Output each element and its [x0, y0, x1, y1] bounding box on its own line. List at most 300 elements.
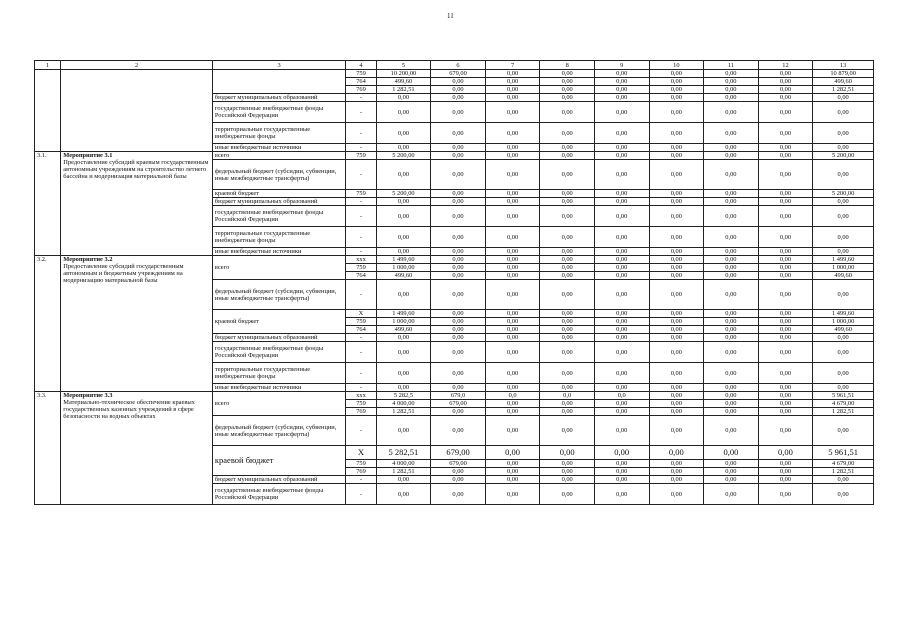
measure-description	[61, 152, 213, 256]
value-cell: 0,00	[594, 70, 649, 78]
code-cell: X	[346, 446, 376, 460]
value-cell: 0,00	[540, 342, 595, 363]
value-cell: 0,00	[704, 160, 759, 190]
value-cell: 0,00	[758, 484, 813, 505]
value-cell: 0,00	[594, 446, 649, 460]
value-cell: 0,00	[704, 123, 759, 144]
value-cell: 0,00	[704, 86, 759, 94]
value-cell: 0,00	[594, 334, 649, 342]
value-cell: 0,00	[376, 384, 431, 392]
value-cell: 0,0	[485, 392, 540, 400]
value-cell: 0,00	[649, 272, 704, 280]
value-cell: 0,00	[594, 484, 649, 505]
value-cell: 0,00	[540, 160, 595, 190]
value-cell: 4 679,00	[813, 400, 874, 408]
value-cell: 0,00	[431, 206, 486, 227]
value-cell: 0,00	[376, 94, 431, 102]
funding-source-label: краевой бюджет	[212, 310, 345, 334]
code-cell: -	[346, 144, 376, 152]
value-cell: 0,00	[704, 206, 759, 227]
value-cell: 1 499,60	[813, 310, 874, 318]
value-cell: 0,00	[540, 310, 595, 318]
value-cell: 0,00	[431, 310, 486, 318]
value-cell: 0,00	[704, 476, 759, 484]
value-cell: 0,00	[813, 384, 874, 392]
measure-text: Предоставление субсидий государственным автономным и бюджетным учреждениям на модернизацию материальной базы	[63, 263, 184, 284]
value-cell: 0,00	[485, 190, 540, 198]
code-cell: 764	[346, 272, 376, 280]
value-cell: 0,00	[376, 334, 431, 342]
value-cell: 0,00	[540, 227, 595, 248]
value-cell: 0,00	[485, 94, 540, 102]
value-cell: 0,00	[540, 272, 595, 280]
value-cell: 0,00	[594, 318, 649, 326]
table-row	[35, 152, 874, 160]
value-cell: 0,00	[649, 318, 704, 326]
funding-source-label: краевой бюджет	[212, 190, 345, 198]
value-cell: 0,00	[594, 384, 649, 392]
value-cell: 0,00	[649, 264, 704, 272]
value-cell: 0,00	[813, 484, 874, 505]
value-cell: 0,00	[704, 198, 759, 206]
value-cell: 0,00	[431, 198, 486, 206]
value-cell: 0,00	[758, 160, 813, 190]
value-cell: 0,00	[540, 206, 595, 227]
value-cell: 0,00	[485, 342, 540, 363]
value-cell: 0,00	[758, 310, 813, 318]
value-cell: 0,00	[758, 416, 813, 446]
value-cell: 0,00	[704, 326, 759, 334]
value-cell: 0,00	[813, 206, 874, 227]
value-cell: 0,00	[485, 78, 540, 86]
value-cell: 0,00	[485, 318, 540, 326]
value-cell: 0,00	[758, 392, 813, 400]
funding-source-label: бюджет муниципальных образований	[212, 198, 345, 206]
value-cell: 0,00	[813, 102, 874, 123]
value-cell: 0,00	[594, 227, 649, 248]
value-cell: 0,00	[540, 446, 595, 460]
value-cell: 4 679,00	[813, 460, 874, 468]
value-cell: 0,00	[431, 227, 486, 248]
table-row	[35, 256, 874, 264]
funding-source-label: территориальные государственные внебюджетные фонды	[212, 363, 345, 384]
funding-source-label: государственные внебюджетные фонды Российской Федерации	[212, 342, 345, 363]
value-cell: 0,00	[540, 384, 595, 392]
value-cell: 0,00	[594, 342, 649, 363]
value-cell: 0,00	[485, 102, 540, 123]
value-cell: 0,00	[649, 476, 704, 484]
value-cell: 0,00	[431, 94, 486, 102]
value-cell: 0,00	[540, 363, 595, 384]
value-cell: 0,00	[485, 227, 540, 248]
value-cell: 0,00	[540, 476, 595, 484]
value-cell: 0,00	[540, 280, 595, 310]
value-cell: 0,00	[594, 476, 649, 484]
value-cell: 0,00	[376, 144, 431, 152]
value-cell: 0,00	[485, 446, 540, 460]
measure-title: Мероприятие 3.2	[63, 256, 113, 263]
code-cell: 759	[346, 70, 376, 78]
value-cell: 0,00	[813, 94, 874, 102]
code-cell: X	[346, 310, 376, 318]
value-cell: 1 499,60	[376, 256, 431, 264]
value-cell: 0,00	[376, 363, 431, 384]
measure-title: Мероприятие 3.3	[63, 392, 113, 399]
value-cell: 0,00	[540, 102, 595, 123]
code-cell: -	[346, 198, 376, 206]
value-cell: 679,00	[431, 400, 486, 408]
value-cell: 0,00	[758, 280, 813, 310]
funding-source-label: государственные внебюджетные фонды Российской Федерации	[212, 206, 345, 227]
source-cell	[212, 70, 345, 94]
value-cell: 0,00	[431, 152, 486, 160]
value-cell: 0,00	[431, 468, 486, 476]
value-cell: 0,00	[594, 102, 649, 123]
column-header: 10	[649, 61, 704, 70]
table-row	[35, 70, 874, 78]
code-cell: 759	[346, 460, 376, 468]
value-cell: 0,00	[649, 94, 704, 102]
value-cell: 0,00	[485, 416, 540, 446]
value-cell: 0,00	[758, 94, 813, 102]
value-cell: 499,60	[813, 272, 874, 280]
value-cell: 679,00	[431, 460, 486, 468]
funding-source-label: территориальные государственные внебюджетные фонды	[212, 123, 345, 144]
value-cell: 0,00	[758, 318, 813, 326]
value-cell: 0,00	[431, 384, 486, 392]
value-cell: 0,00	[485, 484, 540, 505]
code-cell: -	[346, 102, 376, 123]
value-cell: 0,00	[758, 78, 813, 86]
value-cell: 0,00	[594, 416, 649, 446]
value-cell: 5 961,51	[813, 446, 874, 460]
column-header: 7	[485, 61, 540, 70]
value-cell: 0,00	[485, 198, 540, 206]
funding-source-label: государственные внебюджетные фонды Российской Федерации	[212, 484, 345, 505]
value-cell: 0,00	[704, 363, 759, 384]
value-cell: 0,00	[649, 416, 704, 446]
value-cell: 679,0	[431, 392, 486, 400]
value-cell: 0,00	[813, 363, 874, 384]
value-cell: 0,00	[758, 190, 813, 198]
value-cell: 0,00	[813, 227, 874, 248]
value-cell: 0,00	[431, 272, 486, 280]
value-cell: 0,00	[813, 160, 874, 190]
value-cell: 0,00	[813, 280, 874, 310]
column-header: 13	[813, 61, 874, 70]
code-cell: -	[346, 248, 376, 256]
value-cell: 0,00	[704, 460, 759, 468]
code-cell: -	[346, 280, 376, 310]
value-cell: 1 282,51	[376, 468, 431, 476]
value-cell: 0,00	[758, 384, 813, 392]
value-cell: 0,00	[704, 256, 759, 264]
value-cell: 499,60	[376, 272, 431, 280]
funding-source-label: краевой бюджет	[212, 446, 345, 476]
code-cell: -	[346, 334, 376, 342]
value-cell: 1 282,51	[376, 408, 431, 416]
value-cell: 0,00	[594, 310, 649, 318]
value-cell: 0,00	[704, 416, 759, 446]
value-cell: 0,00	[540, 86, 595, 94]
column-header: 6	[431, 61, 486, 70]
value-cell: 0,00	[594, 160, 649, 190]
value-cell: 0,00	[540, 248, 595, 256]
value-cell: 0,00	[485, 160, 540, 190]
value-cell: 0,00	[704, 280, 759, 310]
value-cell: 0,00	[594, 206, 649, 227]
value-cell: 0,00	[704, 227, 759, 248]
value-cell: 0,00	[376, 416, 431, 446]
value-cell: 0,00	[704, 318, 759, 326]
value-cell: 0,00	[704, 400, 759, 408]
value-cell: 0,00	[540, 152, 595, 160]
value-cell: 0,00	[594, 363, 649, 384]
value-cell: 0,00	[649, 190, 704, 198]
value-cell: 1 499,60	[376, 310, 431, 318]
value-cell: 0,00	[649, 334, 704, 342]
funding-source-label: иные внебюджетные источники	[212, 144, 345, 152]
value-cell: 0,00	[649, 102, 704, 123]
value-cell: 0,00	[758, 446, 813, 460]
value-cell: 0,00	[704, 248, 759, 256]
value-cell: 1 000,00	[813, 264, 874, 272]
value-cell: 0,00	[540, 408, 595, 416]
value-cell: 0,00	[431, 78, 486, 86]
value-cell: 1 000,00	[376, 264, 431, 272]
value-cell: 0,00	[431, 326, 486, 334]
value-cell: 499,60	[376, 78, 431, 86]
value-cell: 0,00	[594, 264, 649, 272]
column-number-row	[35, 61, 874, 70]
value-cell: 0,00	[540, 78, 595, 86]
value-cell: 0,00	[594, 256, 649, 264]
value-cell: 0,00	[485, 123, 540, 144]
value-cell: 0,00	[704, 468, 759, 476]
funding-source-label: всего	[212, 152, 345, 160]
measure-index: 3.2.	[35, 256, 61, 392]
value-cell: 0,00	[704, 342, 759, 363]
value-cell: 5 200,00	[376, 190, 431, 198]
funding-source-label: государственные внебюджетные фонды Российской Федерации	[212, 102, 345, 123]
value-cell: 0,00	[704, 484, 759, 505]
value-cell: 0,00	[758, 102, 813, 123]
value-cell: 0,00	[485, 326, 540, 334]
value-cell: 0,00	[649, 227, 704, 248]
value-cell: 0,00	[594, 468, 649, 476]
value-cell: 499,60	[813, 78, 874, 86]
funding-source-label: бюджет муниципальных образований	[212, 94, 345, 102]
value-cell: 0,00	[813, 416, 874, 446]
value-cell: 1 000,00	[376, 318, 431, 326]
code-cell: 764	[346, 326, 376, 334]
value-cell: 0,00	[485, 460, 540, 468]
value-cell: 5 282,5	[376, 392, 431, 400]
value-cell: 0,00	[813, 198, 874, 206]
value-cell: 0,00	[540, 190, 595, 198]
value-cell: 0,00	[813, 144, 874, 152]
value-cell: 0,00	[594, 144, 649, 152]
measure-description	[61, 256, 213, 392]
value-cell: 679,00	[431, 70, 486, 78]
value-cell: 5 200,00	[813, 190, 874, 198]
value-cell: 0,00	[704, 272, 759, 280]
value-cell: 0,00	[758, 476, 813, 484]
value-cell: 1 282,51	[376, 86, 431, 94]
value-cell: 0,00	[540, 334, 595, 342]
value-cell: 0,00	[649, 152, 704, 160]
value-cell: 0,00	[758, 206, 813, 227]
value-cell: 0,00	[540, 198, 595, 206]
value-cell: 0,00	[649, 123, 704, 144]
value-cell: 0,0	[540, 392, 595, 400]
code-cell: -	[346, 94, 376, 102]
column-header: 8	[540, 61, 595, 70]
funding-source-label: бюджет муниципальных образований	[212, 334, 345, 342]
value-cell: 0,00	[594, 198, 649, 206]
value-cell: 0,00	[594, 86, 649, 94]
value-cell: 0,00	[431, 484, 486, 505]
value-cell: 0,00	[704, 264, 759, 272]
value-cell: 0,00	[376, 206, 431, 227]
value-cell: 0,00	[758, 408, 813, 416]
value-cell: 0,00	[649, 206, 704, 227]
value-cell: 0,00	[758, 256, 813, 264]
value-cell: 0,00	[594, 152, 649, 160]
value-cell: 0,00	[758, 326, 813, 334]
value-cell: 0,00	[758, 264, 813, 272]
value-cell: 0,00	[485, 70, 540, 78]
value-cell: 0,00	[649, 363, 704, 384]
value-cell: 0,00	[376, 102, 431, 123]
value-cell: 0,00	[431, 476, 486, 484]
code-cell: -	[346, 363, 376, 384]
value-cell: 0,00	[649, 342, 704, 363]
value-cell: 0,00	[431, 280, 486, 310]
value-cell: 499,60	[813, 326, 874, 334]
code-cell: 759	[346, 318, 376, 326]
value-cell: 1 282,51	[813, 408, 874, 416]
funding-source-label: бюджет муниципальных образований	[212, 476, 345, 484]
code-cell: 759	[346, 152, 376, 160]
value-cell: 0,00	[758, 272, 813, 280]
measure-index: 3.1.	[35, 152, 61, 256]
value-cell: 0,00	[594, 78, 649, 86]
value-cell: 5 200,00	[376, 152, 431, 160]
value-cell: 0,00	[431, 256, 486, 264]
column-header: 3	[212, 61, 345, 70]
value-cell: 0,00	[813, 334, 874, 342]
value-cell: 0,00	[485, 476, 540, 484]
value-cell: 0,00	[376, 123, 431, 144]
value-cell: 0,00	[485, 408, 540, 416]
value-cell: 0,00	[485, 152, 540, 160]
value-cell: 0,00	[485, 272, 540, 280]
code-cell: 769	[346, 468, 376, 476]
value-cell: 0,00	[540, 400, 595, 408]
code-cell: 759	[346, 264, 376, 272]
value-cell: 5 282,51	[376, 446, 431, 460]
value-cell: 0,00	[649, 384, 704, 392]
value-cell: 0,00	[431, 190, 486, 198]
value-cell: 0,00	[431, 408, 486, 416]
value-cell: 0,00	[649, 326, 704, 334]
funding-source-label: территориальные государственные внебюджетные фонды	[212, 227, 345, 248]
value-cell: 0,00	[485, 400, 540, 408]
value-cell: 0,00	[431, 334, 486, 342]
value-cell: 0,00	[485, 384, 540, 392]
value-cell: 1 282,51	[813, 468, 874, 476]
code-cell: 764	[346, 78, 376, 86]
value-cell: 0,00	[704, 94, 759, 102]
measure-index: 3.3.	[35, 392, 61, 505]
value-cell: 1 499,60	[813, 256, 874, 264]
value-cell: 4 000,00	[376, 460, 431, 468]
value-cell: 0,00	[758, 227, 813, 248]
value-cell: 1 000,00	[813, 318, 874, 326]
value-cell: 10 200,00	[376, 70, 431, 78]
column-header: 4	[346, 61, 376, 70]
value-cell: 0,00	[540, 326, 595, 334]
value-cell: 0,00	[649, 198, 704, 206]
value-cell: 0,00	[485, 256, 540, 264]
value-cell: 0,00	[649, 160, 704, 190]
value-cell: 0,00	[704, 70, 759, 78]
value-cell: 0,00	[704, 392, 759, 400]
code-cell: -	[346, 476, 376, 484]
value-cell: 0,00	[376, 160, 431, 190]
value-cell: 0,00	[594, 280, 649, 310]
value-cell: 0,00	[431, 102, 486, 123]
code-cell: -	[346, 342, 376, 363]
value-cell: 0,00	[704, 408, 759, 416]
value-cell: 1 282,51	[813, 86, 874, 94]
value-cell: 0,00	[649, 86, 704, 94]
value-cell: 0,00	[485, 86, 540, 94]
value-cell: 0,00	[649, 460, 704, 468]
value-cell: 0,00	[813, 342, 874, 363]
value-cell: 0,00	[540, 460, 595, 468]
value-cell: 0,00	[704, 334, 759, 342]
index-cell	[35, 70, 61, 152]
description-cell	[61, 70, 213, 152]
value-cell: 0,00	[594, 94, 649, 102]
value-cell: 0,00	[376, 484, 431, 505]
page-number: 11	[447, 12, 454, 20]
value-cell: 0,00	[704, 310, 759, 318]
value-cell: 0,00	[758, 460, 813, 468]
value-cell: 0,00	[758, 123, 813, 144]
value-cell: 0,00	[485, 280, 540, 310]
value-cell: 0,00	[649, 310, 704, 318]
value-cell: 0,00	[758, 70, 813, 78]
measure-text: Материально-техническое обеспечение краевых государственных казенных учреждений в сфере безопасности на водных объектах	[63, 399, 195, 420]
value-cell: 0,0	[594, 392, 649, 400]
value-cell: 0,00	[704, 152, 759, 160]
value-cell: 0,00	[376, 248, 431, 256]
value-cell: 0,00	[649, 256, 704, 264]
value-cell: 0,00	[704, 144, 759, 152]
value-cell: 0,00	[704, 384, 759, 392]
measure-description	[61, 392, 213, 505]
value-cell: 0,00	[649, 280, 704, 310]
value-cell: 0,00	[704, 190, 759, 198]
funding-source-label: иные внебюджетные источники	[212, 248, 345, 256]
column-header: 11	[704, 61, 759, 70]
value-cell: 0,00	[485, 334, 540, 342]
value-cell: 0,00	[758, 144, 813, 152]
value-cell: 0,00	[758, 468, 813, 476]
